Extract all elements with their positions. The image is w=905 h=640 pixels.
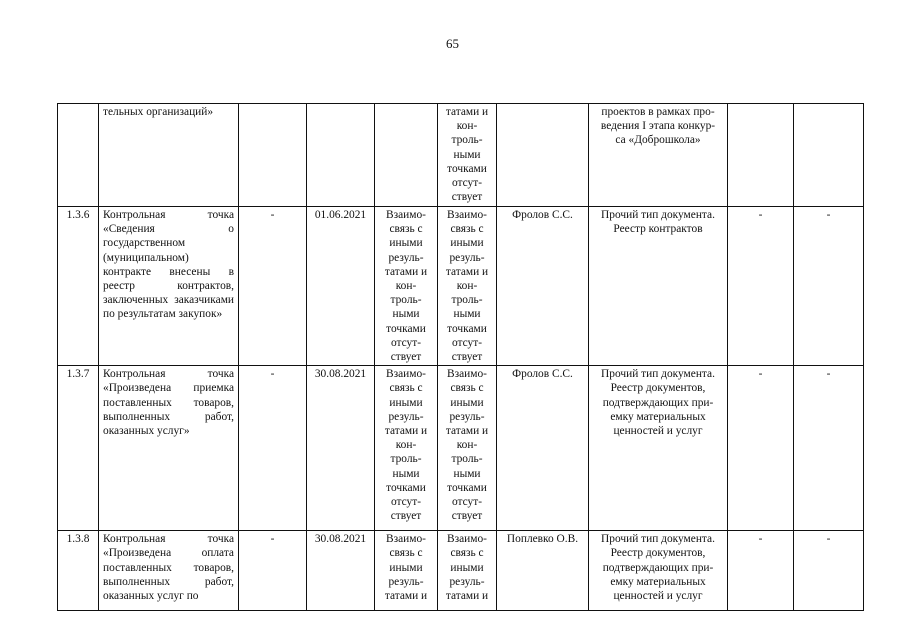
responsible-person: Фролов С.С. <box>497 207 589 366</box>
extra-column-b: - <box>794 366 864 531</box>
start-date: - <box>239 531 307 611</box>
predecessor-link: Взаимо- связь с иными резуль- татами и кон- троль- ными точками отсут- ствует <box>375 207 438 366</box>
start-date: - <box>239 207 307 366</box>
extra-column-b: - <box>794 207 864 366</box>
start-date: - <box>239 366 307 531</box>
document-type: Прочий тип документа. Реестр документов, подтверждающих при- емку материальных ценностей и услуг <box>589 366 728 531</box>
predecessor-link: Взаимо- связь с иными резуль- татами и <box>375 531 438 611</box>
extra-column-a: - <box>728 366 794 531</box>
successor-link: Взаимо- связь с иными резуль- татами и <box>438 531 497 611</box>
successor-link: татами и кон- троль- ными точками отсут- ствует <box>438 104 497 207</box>
extra-column-b <box>794 104 864 207</box>
control-point-name: Контрольная точка «Произведена оплата поставленных товаров, выполненных работ, оказанных услуг по <box>99 531 239 611</box>
table-row <box>58 366 864 531</box>
extra-column-b: - <box>794 531 864 611</box>
document-type: Прочий тип документа. Реестр контрактов <box>589 207 728 366</box>
table-row <box>58 207 864 366</box>
end-date: 30.08.2021 <box>307 531 375 611</box>
control-points-table <box>57 103 864 611</box>
extra-column-a <box>728 104 794 207</box>
successor-link: Взаимо- связь с иными резуль- татами и кон- троль- ными точками отсут- ствует <box>438 207 497 366</box>
predecessor-link: Взаимо- связь с иными резуль- татами и кон- троль- ными точками отсут- ствует <box>375 366 438 531</box>
document-type: проектов в рамках про- ведения I этапа конкур- са «Доброшкола» <box>589 104 728 207</box>
successor-link: Взаимо- связь с иными резуль- татами и кон- троль- ными точками отсут- ствует <box>438 366 497 531</box>
table-row <box>58 531 864 611</box>
document-type: Прочий тип документа. Реестр документов, подтверждающих при- емку материальных ценностей и услуг <box>589 531 728 611</box>
control-point-name: Контрольная точка «Произведена приемка поставленных товаров, выполненных работ, оказанных услуг» <box>99 366 239 531</box>
control-point-name: Контрольная точка «Сведения о государственном (муниципальном) контракте внесены в реестр контрактов, заключенных заказчиками по результатам закупок» <box>99 207 239 366</box>
responsible-person: Фролов С.С. <box>497 366 589 531</box>
end-date: 01.06.2021 <box>307 207 375 366</box>
end-date: 30.08.2021 <box>307 366 375 531</box>
row-number: 1.3.8 <box>58 531 99 611</box>
extra-column-a: - <box>728 531 794 611</box>
table-row <box>58 104 864 207</box>
row-number: 1.3.6 <box>58 207 99 366</box>
predecessor-link <box>375 104 438 207</box>
extra-column-a: - <box>728 207 794 366</box>
row-number: 1.3.7 <box>58 366 99 531</box>
end-date <box>307 104 375 207</box>
responsible-person <box>497 104 589 207</box>
row-number <box>58 104 99 207</box>
start-date <box>239 104 307 207</box>
page-number: 65 <box>446 36 459 51</box>
control-point-name: тельных организаций» <box>99 104 239 207</box>
responsible-person: Поплевко О.В. <box>497 531 589 611</box>
